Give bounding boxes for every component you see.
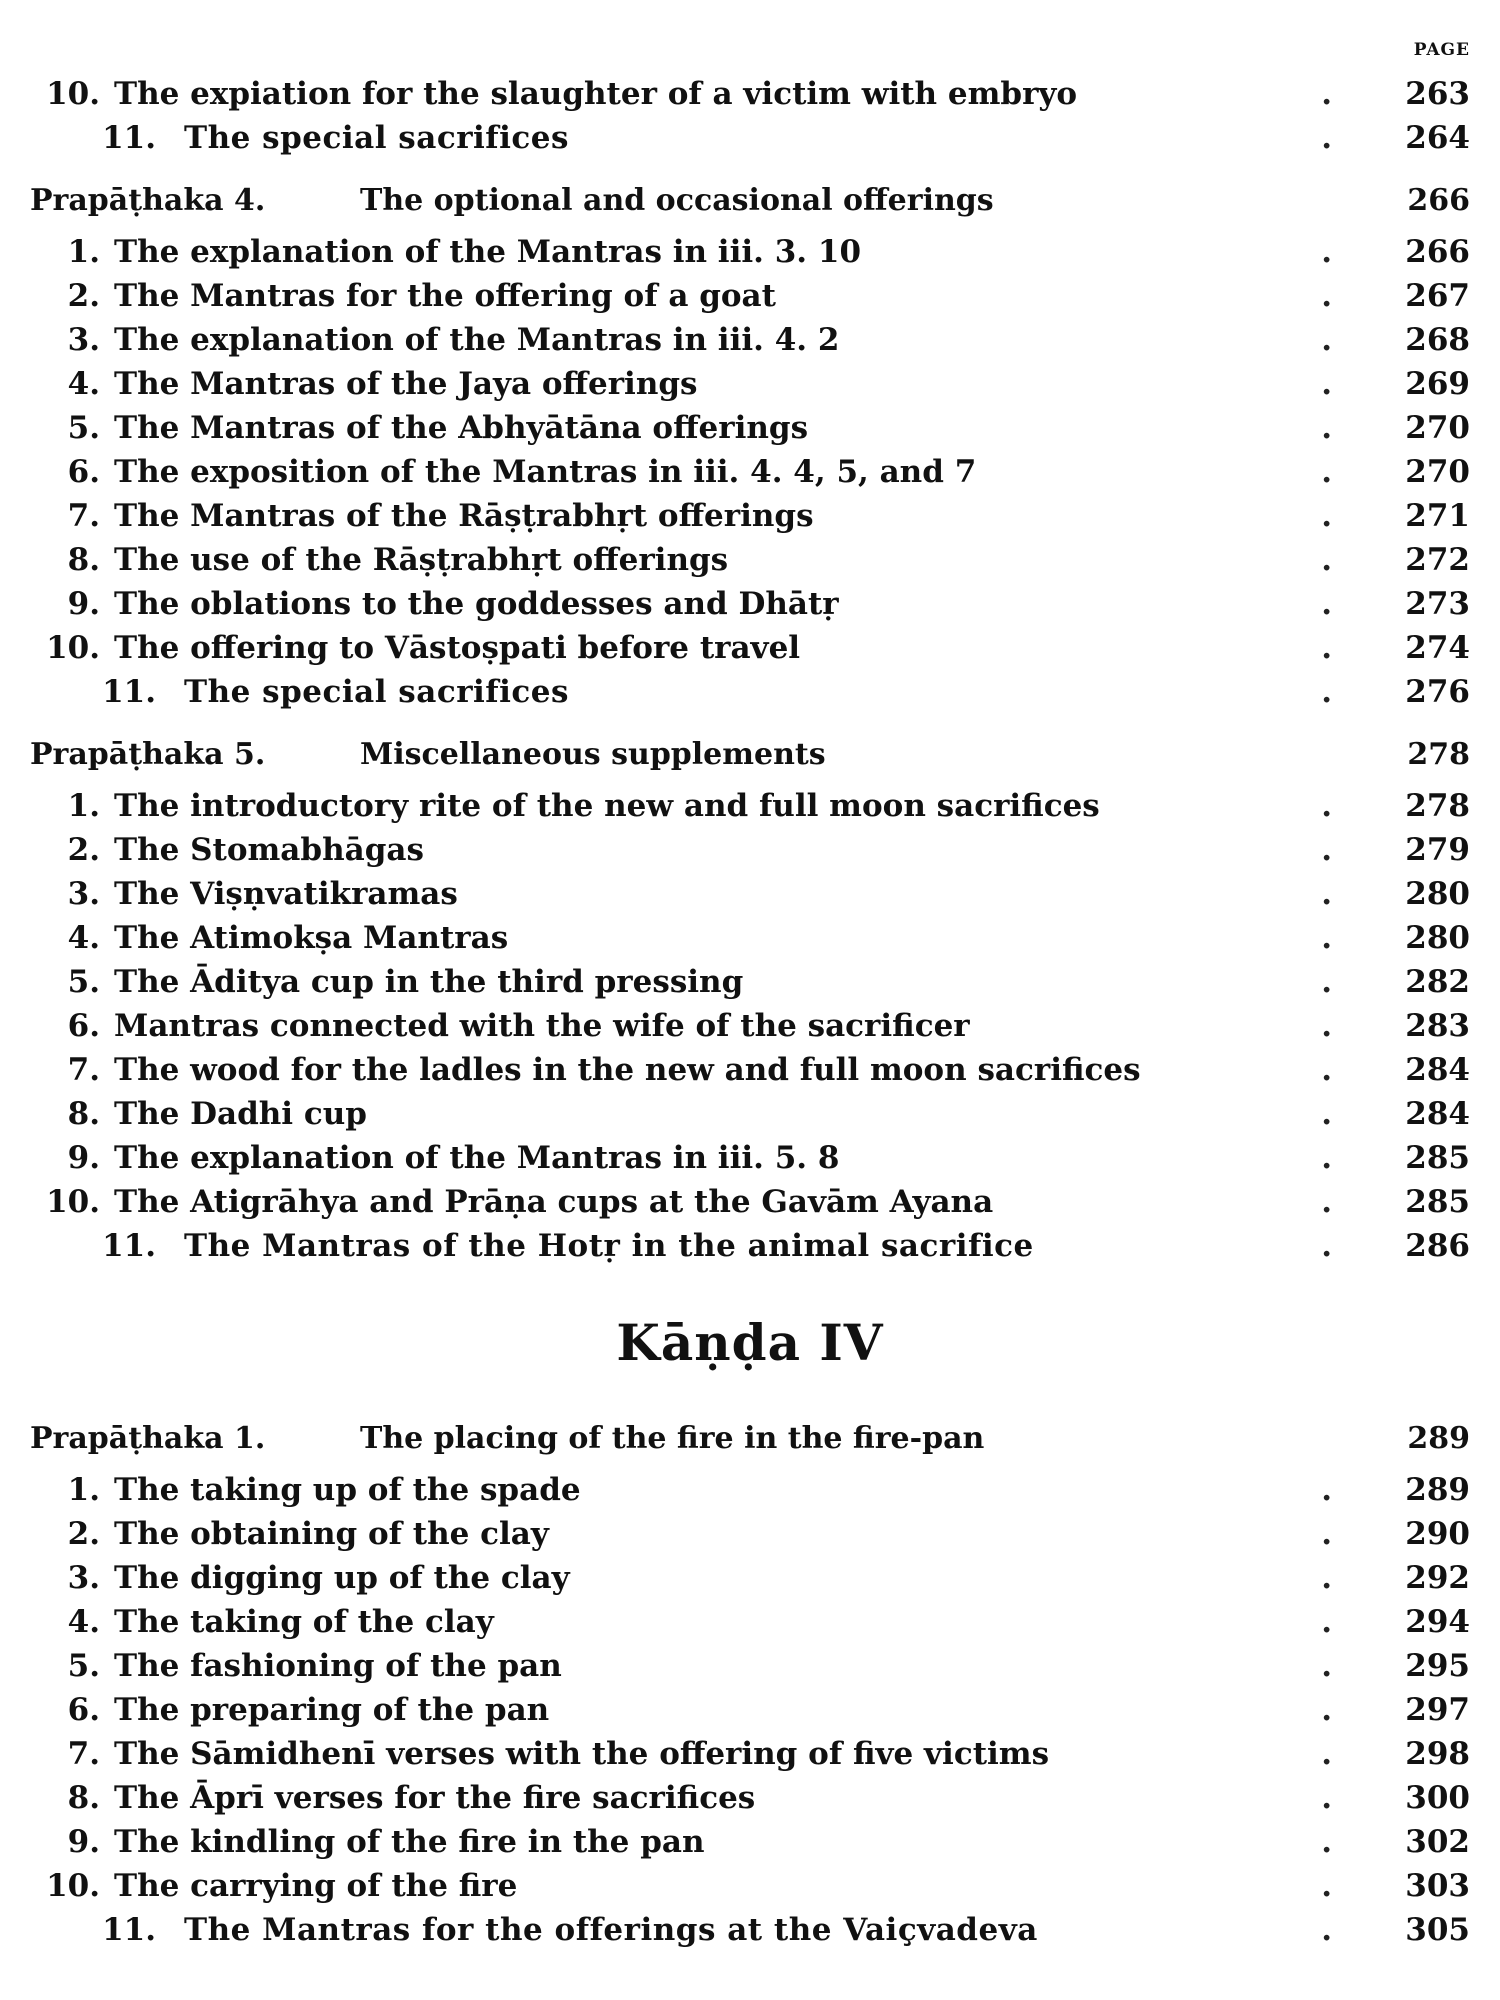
entry-number: 10. xyxy=(46,630,100,666)
section-label: Prapāṭhaka 5. xyxy=(30,737,266,772)
entry-title: The Atimokṣa Mantras xyxy=(114,920,509,956)
leader-dots: . xyxy=(1321,964,1390,1000)
section-label: Prapāṭhaka 4. xyxy=(30,183,266,218)
entry-number: 6. xyxy=(67,1692,100,1728)
entry-number: 5. xyxy=(67,410,100,446)
entry-number: 8. xyxy=(67,1096,100,1132)
toc-entry xyxy=(30,1644,1470,1688)
leader-dots: . xyxy=(1321,322,1390,358)
leader-dots: . xyxy=(1321,1096,1390,1132)
toc-entry xyxy=(30,916,1470,960)
entry-number: 9. xyxy=(67,1140,100,1176)
entry-number: 8. xyxy=(67,542,100,578)
toc-entry xyxy=(30,784,1470,828)
entry-page: 285 xyxy=(1405,1184,1470,1220)
entry-page: 266 xyxy=(1405,234,1470,270)
leader-dots: . xyxy=(1321,1228,1390,1264)
entry-title: The explanation of the Mantras in iii. 4. 2 xyxy=(114,322,840,358)
toc-entry xyxy=(30,626,1470,670)
entry-number: 9. xyxy=(67,586,100,622)
entry-title: The special sacrifices xyxy=(184,674,569,710)
leader-dots: . xyxy=(1321,542,1390,578)
toc-entry xyxy=(30,670,1470,714)
entry-number: 6. xyxy=(67,1008,100,1044)
entry-page: 278 xyxy=(1405,788,1470,824)
entry-page: 276 xyxy=(1405,674,1470,710)
entry-page: 274 xyxy=(1405,630,1470,666)
toc-entry xyxy=(30,582,1470,626)
leader-dots: . xyxy=(1321,76,1390,112)
entry-page: 267 xyxy=(1405,278,1470,314)
entry-title: Mantras connected with the wife of the sacrificer xyxy=(114,1008,970,1044)
leader-dots: . xyxy=(1321,1052,1390,1088)
leader-dots: . xyxy=(1321,120,1390,156)
leader-dots: . xyxy=(1321,1560,1390,1596)
leader-dots: . xyxy=(1321,920,1390,956)
entry-number: 3. xyxy=(67,322,100,358)
entry-page: 282 xyxy=(1405,964,1470,1000)
leader-dots: . xyxy=(1321,366,1390,402)
entry-page: 270 xyxy=(1405,454,1470,490)
toc-entry xyxy=(30,1864,1470,1908)
entry-title: The Dadhi cup xyxy=(114,1096,367,1132)
entry-title: The exposition of the Mantras in iii. 4. 4, 5, and 7 xyxy=(114,454,977,490)
entry-number: 3. xyxy=(67,1560,100,1596)
entry-title: The kindling of the fire in the pan xyxy=(114,1824,705,1860)
leader-dots: . xyxy=(1321,1780,1390,1816)
toc-entry xyxy=(30,538,1470,582)
entry-number: 11. xyxy=(102,674,156,710)
leader-dots: . xyxy=(1321,410,1390,446)
leader-dots: . xyxy=(1321,586,1390,622)
entry-number: 11. xyxy=(102,1912,156,1948)
leader-dots: . xyxy=(1321,1692,1390,1728)
entry-title: The obtaining of the clay xyxy=(114,1516,549,1552)
toc-entry xyxy=(30,1048,1470,1092)
toc-entry xyxy=(30,116,1470,160)
toc-entry xyxy=(30,1180,1470,1224)
entry-title: The digging up of the clay xyxy=(114,1560,570,1596)
toc-entry xyxy=(30,274,1470,318)
entry-title: The explanation of the Mantras in iii. 3. 10 xyxy=(114,234,862,270)
entry-title: The Atigrāhya and Prāṇa cups at the Gavām Ayana xyxy=(114,1184,994,1220)
table-of-contents xyxy=(30,40,1470,1952)
entry-number: 4. xyxy=(67,366,100,402)
entry-number: 7. xyxy=(67,1736,100,1772)
entry-page: 289 xyxy=(1405,1472,1470,1508)
leader-dots: . xyxy=(1321,876,1390,912)
toc-entry xyxy=(30,960,1470,1004)
leader-dots: . xyxy=(1321,674,1390,710)
toc-entry xyxy=(30,828,1470,872)
page-column-label: PAGE xyxy=(1413,40,1470,60)
toc-entry xyxy=(30,450,1470,494)
entry-title: The preparing of the pan xyxy=(114,1692,550,1728)
entry-page: 271 xyxy=(1405,498,1470,534)
section-heading xyxy=(30,1410,1470,1468)
toc-entry xyxy=(30,230,1470,274)
section-page: 289 xyxy=(1407,1421,1470,1456)
entry-page: 303 xyxy=(1405,1868,1470,1904)
leader-dots: . xyxy=(1321,1868,1390,1904)
entry-title: The explanation of the Mantras in iii. 5. 8 xyxy=(114,1140,840,1176)
entry-page: 285 xyxy=(1405,1140,1470,1176)
leader-dots: . xyxy=(1321,1604,1390,1640)
toc-entry xyxy=(30,1732,1470,1776)
entry-title: The use of the Rāṣṭrabhṛt offerings xyxy=(114,542,729,578)
section-heading xyxy=(30,172,1470,230)
entry-page: 280 xyxy=(1405,876,1470,912)
entry-number: 2. xyxy=(67,1516,100,1552)
entry-number: 1. xyxy=(67,1472,100,1508)
entry-title: The Viṣṇvatikramas xyxy=(114,876,458,912)
entry-number: 1. xyxy=(67,234,100,270)
section-heading xyxy=(30,726,1470,784)
entry-title: The Sāmidhenī verses with the offering of five victims xyxy=(114,1736,1050,1772)
toc-entry xyxy=(30,1004,1470,1048)
entry-number: 6. xyxy=(67,454,100,490)
entry-page: 272 xyxy=(1405,542,1470,578)
entry-title: The Mantras of the Rāṣṭrabhṛt offerings xyxy=(114,498,814,534)
entry-number: 1. xyxy=(67,788,100,824)
entry-title: The Mantras of the Abhyātāna offerings xyxy=(114,410,809,446)
entry-title: The carrying of the fire xyxy=(114,1868,518,1904)
entry-number: 5. xyxy=(67,964,100,1000)
entry-number: 10. xyxy=(46,1868,100,1904)
entry-title: The taking of the clay xyxy=(114,1604,494,1640)
entry-title: The Mantras for the offering of a goat xyxy=(114,278,776,314)
toc-body xyxy=(30,40,1470,1952)
entry-page: 286 xyxy=(1405,1228,1470,1264)
entry-page: 302 xyxy=(1405,1824,1470,1860)
toc-entry xyxy=(30,1600,1470,1644)
leader-dots: . xyxy=(1321,788,1390,824)
leader-dots: . xyxy=(1321,1912,1390,1948)
entry-title: The Mantras of the Jaya offerings xyxy=(114,366,698,402)
entry-number: 4. xyxy=(67,920,100,956)
toc-entry xyxy=(30,1820,1470,1864)
toc-entry xyxy=(30,362,1470,406)
entry-number: 8. xyxy=(67,1780,100,1816)
entry-number: 4. xyxy=(67,1604,100,1640)
entry-title: The introductory rite of the new and full moon sacrifices xyxy=(114,788,1100,824)
leader-dots: . xyxy=(1321,234,1390,270)
entry-title: The wood for the ladles in the new and full moon sacrifices xyxy=(114,1052,1141,1088)
leader-dots: . xyxy=(1321,1516,1390,1552)
entry-page: 279 xyxy=(1405,832,1470,868)
toc-entry xyxy=(30,1224,1470,1268)
entry-title: The fashioning of the pan xyxy=(114,1648,562,1684)
entry-number: 5. xyxy=(67,1648,100,1684)
leader-dots: . xyxy=(1321,1184,1390,1220)
leader-dots: . xyxy=(1321,1824,1390,1860)
entry-page: 273 xyxy=(1405,586,1470,622)
leader-dots: . xyxy=(1321,278,1390,314)
entry-title: The special sacrifices xyxy=(184,120,569,156)
toc-entry xyxy=(30,318,1470,362)
section-page: 266 xyxy=(1407,183,1470,218)
leader-dots: . xyxy=(1321,454,1390,490)
entry-title: The oblations to the goddesses and Dhātṛ xyxy=(114,586,839,622)
entry-page: 305 xyxy=(1405,1912,1470,1948)
entry-page: 298 xyxy=(1405,1736,1470,1772)
leader-dots: . xyxy=(1321,832,1390,868)
entry-page: 297 xyxy=(1405,1692,1470,1728)
entry-page: 270 xyxy=(1405,410,1470,446)
entry-page: 280 xyxy=(1405,920,1470,956)
toc-entry xyxy=(30,406,1470,450)
toc-entry xyxy=(30,1776,1470,1820)
entry-title: The offering to Vāstoṣpati before travel xyxy=(114,630,801,666)
section-label: Prapāṭhaka 1. xyxy=(30,1421,266,1456)
toc-entry xyxy=(30,1688,1470,1732)
entry-number: 10. xyxy=(46,76,100,112)
entry-number: 11. xyxy=(102,1228,156,1264)
entry-page: 300 xyxy=(1405,1780,1470,1816)
toc-entry xyxy=(30,1556,1470,1600)
leader-dots: . xyxy=(1321,1736,1390,1772)
entry-title: The Āditya cup in the third pressing xyxy=(114,964,744,1000)
section-title: The placing of the fire in the fire-pan xyxy=(360,1421,985,1456)
toc-entry xyxy=(30,494,1470,538)
entry-number: 10. xyxy=(46,1184,100,1220)
leader-dots: . xyxy=(1321,1648,1390,1684)
entry-number: 11. xyxy=(102,120,156,156)
entry-page: 290 xyxy=(1405,1516,1470,1552)
leader-dots: . xyxy=(1321,630,1390,666)
entry-page: 284 xyxy=(1405,1052,1470,1088)
entry-title: The Mantras of the Hotṛ in the animal sacrifice xyxy=(184,1228,1034,1264)
entry-page: 263 xyxy=(1405,76,1470,112)
entry-title: The Stomabhāgas xyxy=(114,832,424,868)
kanda-title: Kāṇḍa IV xyxy=(616,1313,884,1372)
entry-page: 292 xyxy=(1405,1560,1470,1596)
section-page: 278 xyxy=(1407,737,1470,772)
entry-title: The Āprī verses for the fire sacrifices xyxy=(114,1780,756,1816)
entry-number: 7. xyxy=(67,1052,100,1088)
entry-number: 7. xyxy=(67,498,100,534)
leader-dots: . xyxy=(1321,1472,1390,1508)
toc-entry xyxy=(30,1468,1470,1512)
entry-page: 268 xyxy=(1405,322,1470,358)
entry-page: 264 xyxy=(1405,120,1470,156)
leader-dots: . xyxy=(1321,498,1390,534)
toc-entry xyxy=(30,1092,1470,1136)
entry-page: 294 xyxy=(1405,1604,1470,1640)
entry-page: 283 xyxy=(1405,1008,1470,1044)
entry-page: 269 xyxy=(1405,366,1470,402)
toc-entry xyxy=(30,1136,1470,1180)
leader-dots: . xyxy=(1321,1140,1390,1176)
leader-dots: . xyxy=(1321,1008,1390,1044)
entry-title: The expiation for the slaughter of a victim with embryo xyxy=(114,76,1078,112)
section-title: Miscellaneous supplements xyxy=(360,737,826,772)
entry-number: 2. xyxy=(67,278,100,314)
entry-page: 295 xyxy=(1405,1648,1470,1684)
entry-title: The Mantras for the offerings at the Vaiçvadeva xyxy=(184,1912,1038,1948)
entry-page: 284 xyxy=(1405,1096,1470,1132)
entry-title: The taking up of the spade xyxy=(114,1472,581,1508)
entry-number: 2. xyxy=(67,832,100,868)
entry-number: 3. xyxy=(67,876,100,912)
entry-number: 9. xyxy=(67,1824,100,1860)
section-title: The optional and occasional offerings xyxy=(360,183,994,218)
toc-entry xyxy=(30,1512,1470,1556)
toc-entry xyxy=(30,72,1470,116)
toc-entry xyxy=(30,1908,1470,1952)
toc-entry xyxy=(30,872,1470,916)
